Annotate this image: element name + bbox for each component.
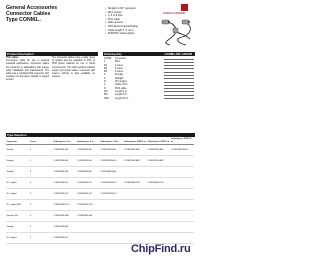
table-cell: [147, 233, 171, 244]
table-cell: [147, 222, 171, 233]
feature-item: • PUR/PVC cable options: [105, 32, 163, 36]
feature-list: [105, 7, 163, 36]
page-title: [6, 5, 57, 24]
table-cell: CONM13NF-A2: [53, 222, 77, 233]
table-cell: [100, 211, 124, 222]
table-cell: 5: [30, 189, 54, 200]
table-cell: CONM14NF-A5: [77, 145, 101, 156]
table-row: [6, 167, 194, 178]
watermark: [131, 243, 191, 255]
table-cell: [171, 178, 195, 189]
table-cell: [124, 200, 148, 211]
ordering-key-label: 5 cores: [115, 66, 123, 70]
table-cell: CONM18NF-A10: [100, 167, 124, 178]
ordering-key-label: 4 cores: [115, 63, 123, 67]
table-cell: [171, 189, 195, 200]
table-cell: [171, 156, 195, 167]
table-cell: 4: [30, 211, 54, 222]
ordering-key-label: Straight: [115, 76, 124, 80]
table-cell: Straight LED: [6, 211, 30, 222]
ordering-key-label: Connector: [115, 57, 127, 60]
table-cell: [124, 167, 148, 178]
table-row: [6, 156, 194, 167]
table-cell: 5: [30, 156, 54, 167]
table-cell: CONM14NF-R10: [100, 178, 124, 189]
description-heading: PVC cables: [6, 57, 19, 59]
table-cell: CONM14NF-R5: [77, 178, 101, 189]
description-paragraph: Connection cable for use in general industrial applications. Connector cables are preferred in applications that require quick installation and maintenance. The cable has a moulded M12 connector with coupling nut and either straight or angled version.: [6, 60, 49, 82]
feature-item: • Cable length 2, 5, 10 m: [105, 29, 163, 33]
table-cell: CONM14NF-R5L: [77, 200, 101, 211]
brand-logo-icon: [181, 4, 188, 11]
table-cell: CONM15NF-A10: [100, 156, 124, 167]
ordering-key-label: M12: [115, 60, 120, 64]
table-cell: [124, 222, 148, 233]
table-cell: CONM14NF-R2P: [124, 178, 148, 189]
table-cell: [124, 189, 148, 200]
table-cell: CONM15NF-R5: [77, 189, 101, 200]
table-cell: CONM14NF-A10: [100, 145, 124, 156]
table-cell: 3: [30, 222, 54, 233]
table-row: [6, 145, 194, 156]
ordering-key-label: Cable: PVC: [115, 83, 128, 87]
table-cell: CONM15NF-A5: [77, 156, 101, 167]
description-column-1: [6, 57, 49, 84]
table-cell: Straight: [6, 167, 30, 178]
type-selection-bar: Type Selection: [6, 133, 195, 137]
table-row: [6, 178, 194, 189]
ordering-key-code: P: [104, 86, 106, 90]
table-cell: CONM15NF-R10: [100, 189, 124, 200]
type-selection-table: [6, 138, 194, 244]
table-cell: [100, 200, 124, 211]
feature-item: • 4, 5 or 8 pins: [105, 14, 163, 18]
ordering-key-list: [104, 57, 194, 100]
product-description-bar: Product Description: [6, 52, 98, 56]
table-cell: [171, 233, 195, 244]
ordering-key-code: 2M: [104, 89, 108, 93]
table-cell: [147, 211, 171, 222]
table-cell: 3: [30, 233, 54, 244]
table-cell: [124, 233, 148, 244]
table-cell: [77, 233, 101, 244]
table-cell: 4: [30, 178, 54, 189]
table-row: [6, 200, 194, 211]
table-cell: CONM14NF-A2L: [53, 211, 77, 222]
table-cell: [147, 200, 171, 211]
table-row: [6, 233, 194, 244]
table-cell: CONM15NF-R2: [53, 189, 77, 200]
table-cell: 90° angled: [6, 178, 30, 189]
ordering-key-bar: [103, 52, 195, 56]
table-header-cell: Cores: [30, 138, 54, 145]
brand-logo-text: CARLO GAVAZZI: [163, 12, 186, 15]
table-cell: Straight: [6, 222, 30, 233]
watermark-main: ChipFind: [131, 243, 178, 255]
ordering-key-code: 2: [104, 83, 106, 87]
ordering-key-code: A: [104, 76, 106, 80]
table-cell: 90° angled: [6, 189, 30, 200]
table-header-cell: Ordering no. PUR 10 m: [171, 138, 195, 145]
title-line-3: Type CONM1..: [6, 17, 41, 24]
table-cell: CONM15NF-A2: [53, 156, 77, 167]
ordering-key-example-code: CONM1-4NF-A2P/2M: [164, 52, 192, 56]
ordering-key-label: Ordering Key: [104, 52, 122, 56]
table-header-cell: Connector: [6, 138, 30, 145]
feature-item: • LED versions: [105, 21, 163, 25]
ordering-key-code: 1: [104, 60, 106, 64]
feature-item: • IP67 Environmental Rating: [105, 25, 163, 29]
ordering-key-line: [104, 97, 194, 100]
feature-item: • PVC cable: [105, 18, 163, 22]
table-cell: [147, 189, 171, 200]
ordering-key-label: 90° angled: [115, 80, 127, 84]
table-cell: CONM14NF-R5P: [147, 178, 171, 189]
table-cell: [171, 222, 195, 233]
table-cell: [147, 167, 171, 178]
table-cell: CONM14NF-R2: [53, 178, 77, 189]
table-cell: CONM14NF-A2P: [124, 145, 148, 156]
product-photo: [160, 17, 196, 47]
table-cell: 4: [30, 145, 54, 156]
table-cell: CONM14NF-A2: [53, 145, 77, 156]
ordering-key-label: 8 cores: [115, 70, 123, 74]
table-row: [6, 222, 194, 233]
ordering-key-label: Female: [115, 73, 123, 77]
table-cell: [171, 200, 195, 211]
table-cell: CONM14NF-A10P: [171, 145, 195, 156]
table-cell: 8: [30, 167, 54, 178]
table-cell: 90° angled: [6, 233, 30, 244]
table-cell: CONM15NF-A2P: [124, 156, 148, 167]
table-cell: [100, 233, 124, 244]
table-cell: [100, 222, 124, 233]
table-cell: CONM14NF-A5L: [77, 211, 101, 222]
table-row: [6, 211, 194, 222]
table-cell: CONM14NF-R2L: [53, 200, 77, 211]
description-paragraph: The connector cables have a wide range of lengths and are available in PVC or PUR jacket material for use in harsh environments. The LED versions indicate supply and output status. Connector with snap-in locking is also available on request.: [52, 57, 95, 79]
ordering-key-code: F: [104, 73, 106, 77]
table-cell: 90° angled LED: [6, 200, 30, 211]
table-header-cell: Ordering no. 10 m: [100, 138, 124, 145]
ordering-key-code: 5N: [104, 66, 108, 70]
ordering-key-code: 10M: [104, 96, 109, 100]
table-cell: CONM14NF-A5P: [147, 145, 171, 156]
table-cell: [124, 211, 148, 222]
table-header-cell: Ordering no. PUR 5 m: [147, 138, 171, 145]
title-line-1: General Accessories: [6, 5, 58, 11]
watermark-dot: .: [177, 243, 180, 255]
table-cell: [171, 211, 195, 222]
table-cell: Straight: [6, 156, 30, 167]
watermark-tail: ru: [179, 243, 191, 255]
table-header-cell: Ordering no. PUR 2 m: [124, 138, 148, 145]
table-cell: CONM18NF-A5: [77, 167, 101, 178]
table-row: [6, 189, 194, 200]
table-cell: 4: [30, 200, 54, 211]
ordering-key-label: PUR cable: [115, 86, 127, 90]
ordering-key-code: 8N: [104, 70, 108, 74]
ordering-key-label: Length 10 m: [115, 96, 129, 100]
ordering-key-label: Length 5 m: [115, 93, 127, 97]
table-cell: CONM15NF-A5P: [147, 156, 171, 167]
ordering-key-code: 5M: [104, 93, 108, 97]
ordering-key-code: CONM: [104, 57, 112, 60]
ordering-key-label: Length 2 m: [115, 89, 127, 93]
table-cell: Straight: [6, 145, 30, 156]
description-column-2: [52, 57, 95, 81]
table-header-row: [6, 138, 194, 145]
table-cell: CONM18NF-A2: [53, 167, 77, 178]
table-header-cell: Ordering no. 5 m: [77, 138, 101, 145]
feature-item: • M12 version: [105, 11, 163, 15]
table-cell: [77, 222, 101, 233]
title-line-2: Connector Cables: [6, 11, 51, 18]
table-cell: [171, 167, 195, 178]
ordering-key-code: 4N: [104, 63, 108, 67]
table-header-cell: Ordering no. 2 m: [53, 138, 77, 145]
feature-item: • Straight or 90° connector: [105, 7, 163, 11]
ordering-key-code: R: [104, 80, 106, 84]
table-cell: CONM13NF-R2: [53, 233, 77, 244]
